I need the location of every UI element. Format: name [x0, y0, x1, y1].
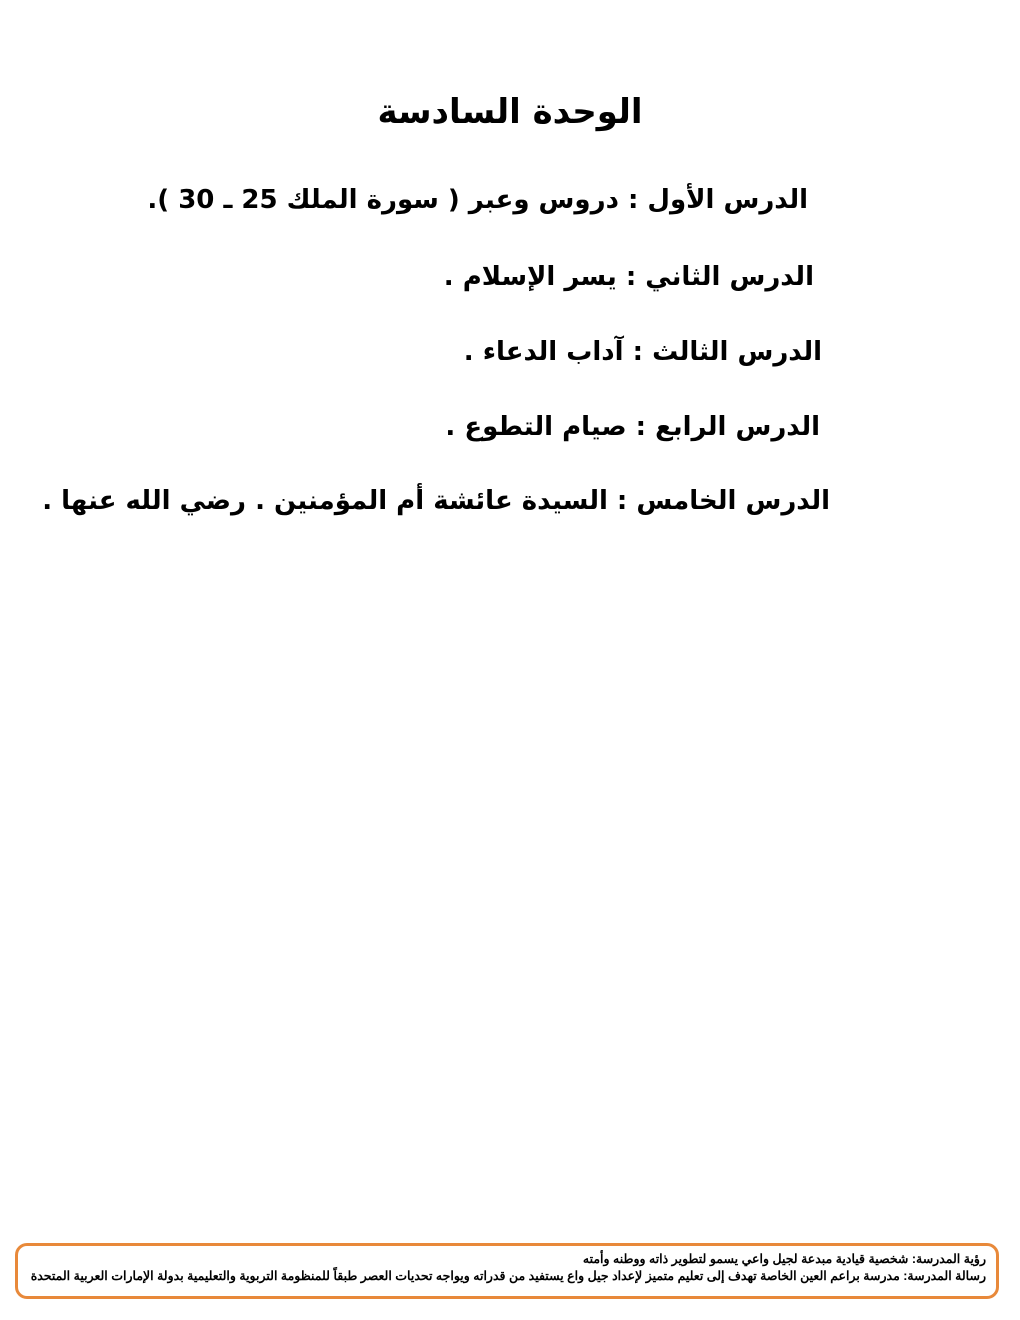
lesson-5: الدرس الخامس : السيدة عائشة أم المؤمنين . رضي الله عنها . — [42, 486, 830, 516]
school-mission: رسالة المدرسة: مدرسة براعم العين الخاصة تهدف إلى تعليم متميز لإعداد جيل واع يستفيد من قدراته ويواجه تحديات العصر طبقاً للمنظومة التربوية والتعليمية بدولة الإمارات العربية المتحدة — [30, 1269, 986, 1283]
unit-title: الوحدة السادسة — [377, 92, 643, 132]
lesson-1: الدرس الأول : دروس وعبر ( سورة الملك 25 ـ 30 ). — [147, 185, 808, 215]
lesson-3: الدرس الثالث : آداب الدعاء . — [463, 337, 822, 367]
school-vision: رؤية المدرسة: شخصية قيادية مبدعة لجيل واعي يسمو لتطوير ذاته ووطنه وأمته — [582, 1252, 986, 1266]
lesson-4: الدرس الرابع : صيام التطوع . — [445, 412, 820, 442]
footer-box — [15, 1243, 999, 1299]
lesson-2: الدرس الثاني : يسر الإسلام . — [443, 262, 814, 292]
